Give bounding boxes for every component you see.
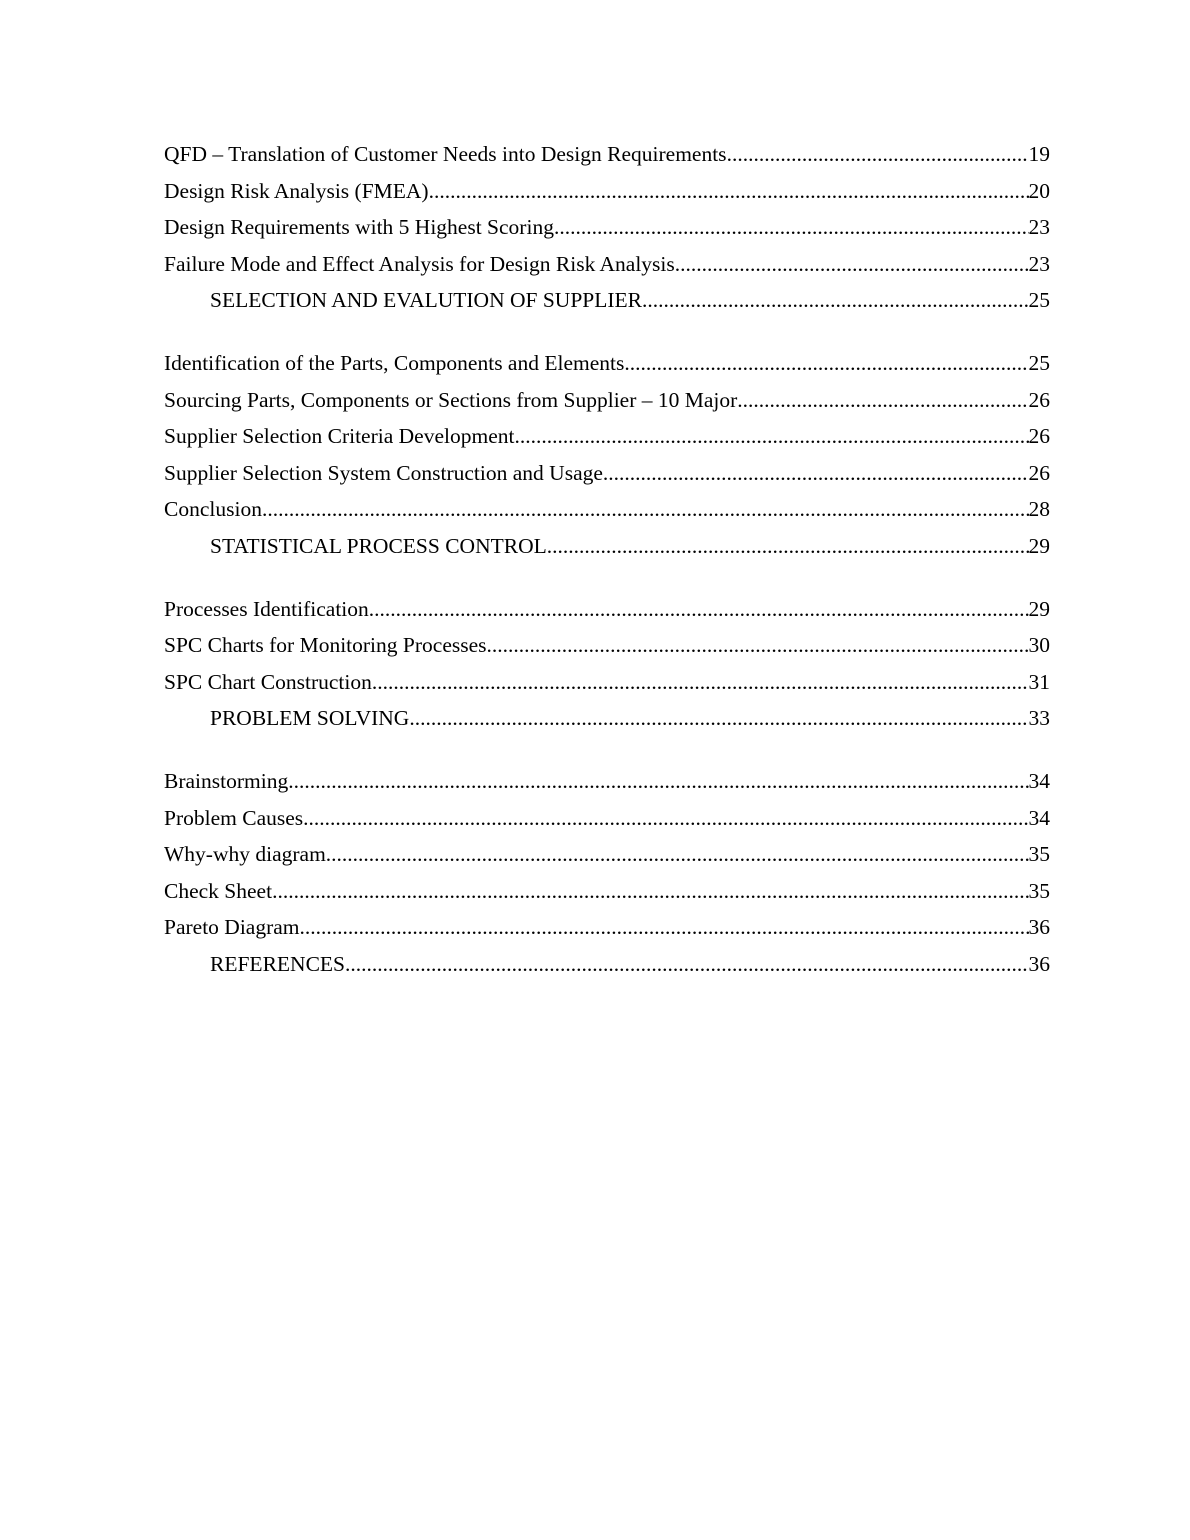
toc-entry-title: SELECTION AND EVALUTION OF SUPPLIER xyxy=(210,288,643,313)
table-of-contents xyxy=(164,136,1050,1008)
toc-entry-problem-causes[interactable] xyxy=(164,800,1050,837)
toc-page-number: 31 xyxy=(1028,669,1050,694)
toc-entry-problem-solving[interactable] xyxy=(164,700,1050,737)
toc-page-number: 35 xyxy=(1028,878,1050,903)
toc-entry-identification-parts[interactable] xyxy=(164,345,1050,382)
toc-dot-leader xyxy=(372,664,1029,701)
toc-entry-supplier-system[interactable] xyxy=(164,455,1050,492)
toc-entry-title: QFD – Translation of Customer Needs into Design Requirements xyxy=(164,142,727,166)
toc-page-number: 33 xyxy=(1028,706,1050,731)
toc-entry-title: Supplier Selection Criteria Development xyxy=(164,424,515,449)
toc-entry-title: REFERENCES xyxy=(210,951,345,976)
toc-dot-leader xyxy=(262,491,1029,528)
toc-entry-design-risk-analysis[interactable] xyxy=(164,173,1050,210)
toc-entry-why-why-diagram[interactable] xyxy=(164,836,1050,873)
toc-entry-design-requirements[interactable] xyxy=(164,209,1050,246)
toc-dot-leader xyxy=(429,173,1029,210)
toc-entry-title: PROBLEM SOLVING xyxy=(210,706,410,731)
toc-dot-leader xyxy=(727,136,1029,173)
toc-page-number: 20 xyxy=(1028,178,1050,203)
toc-dot-leader xyxy=(272,873,1028,910)
toc-dot-leader xyxy=(303,800,1028,837)
toc-dot-leader xyxy=(624,345,1028,382)
toc-entry-brainstorming[interactable] xyxy=(164,763,1050,800)
toc-page-number: 36 xyxy=(1028,915,1050,940)
toc-entry-spc-chart-construction[interactable] xyxy=(164,664,1050,701)
toc-entry-title: Problem Causes xyxy=(164,805,304,830)
toc-dot-leader xyxy=(737,382,1028,419)
toc-entry-statistical-process-control[interactable] xyxy=(164,528,1050,565)
toc-entry-title: Design Requirements with 5 Highest Scoring xyxy=(164,215,554,240)
toc-entry-fmea[interactable] xyxy=(164,246,1050,283)
toc-dot-leader xyxy=(642,282,1028,319)
toc-page-number: 29 xyxy=(1028,533,1050,558)
toc-page-number: 26 xyxy=(1028,460,1050,485)
toc-entry-title: Identification of the Parts, Components and Elements xyxy=(164,350,625,375)
toc-dot-leader xyxy=(487,627,1029,664)
toc-page-number: 35 xyxy=(1028,842,1050,867)
toc-entry-check-sheet[interactable] xyxy=(164,873,1050,910)
toc-page-number: 30 xyxy=(1028,633,1050,658)
toc-dot-leader xyxy=(547,528,1029,565)
toc-entry-sourcing-parts[interactable] xyxy=(164,382,1050,419)
toc-entry-pareto-diagram[interactable] xyxy=(164,909,1050,946)
toc-entry-title: STATISTICAL PROCESS CONTROL xyxy=(210,533,547,558)
toc-entry-title: Processes Identification xyxy=(164,596,369,621)
toc-page-number: 26 xyxy=(1028,424,1050,449)
toc-page-number: 23 xyxy=(1028,215,1050,240)
toc-entry-title: Check Sheet xyxy=(164,878,273,903)
toc-page-number: 34 xyxy=(1028,805,1050,830)
toc-page-number: 25 xyxy=(1028,350,1050,375)
toc-entry-references[interactable] xyxy=(164,946,1050,983)
toc-page-number: 34 xyxy=(1028,768,1050,793)
toc-dot-leader xyxy=(554,209,1029,246)
toc-page-number: 19 xyxy=(1028,142,1050,166)
toc-entry-title: Design Risk Analysis (FMEA) xyxy=(164,178,429,203)
toc-entry-title: Sourcing Parts, Components or Sections from Supplier – 10 Major xyxy=(164,387,738,412)
toc-entry-title: Failure Mode and Effect Analysis for Design Risk Analysis xyxy=(164,251,675,276)
toc-entry-conclusion[interactable] xyxy=(164,491,1050,528)
toc-dot-leader xyxy=(288,763,1028,800)
toc-entry-qfd[interactable] xyxy=(164,136,1050,173)
toc-dot-leader xyxy=(345,946,1029,983)
toc-entry-supplier-criteria[interactable] xyxy=(164,418,1050,455)
toc-page-number: 28 xyxy=(1028,497,1050,522)
toc-page-number: 23 xyxy=(1028,251,1050,276)
toc-entry-title: Why-why diagram xyxy=(164,842,326,867)
toc-page-number: 29 xyxy=(1028,596,1050,621)
toc-dot-leader xyxy=(675,246,1029,283)
toc-dot-leader xyxy=(300,909,1029,946)
toc-entry-spc-charts-monitoring[interactable] xyxy=(164,627,1050,664)
toc-dot-leader xyxy=(409,700,1028,737)
toc-page-number: 36 xyxy=(1028,951,1050,976)
toc-entry-title: SPC Chart Construction xyxy=(164,669,372,694)
toc-entry-title: Brainstorming xyxy=(164,768,289,793)
toc-dot-leader xyxy=(603,455,1029,492)
toc-dot-leader xyxy=(514,418,1028,455)
toc-entry-title: SPC Charts for Monitoring Processes xyxy=(164,633,487,658)
toc-dot-leader xyxy=(369,591,1029,628)
toc-entry-title: Supplier Selection System Construction and Usage xyxy=(164,460,603,485)
toc-entry-selection-evaluation-supplier[interactable] xyxy=(164,282,1050,319)
toc-page-number: 26 xyxy=(1028,387,1050,412)
toc-entry-title: Conclusion xyxy=(164,497,262,522)
toc-dot-leader xyxy=(326,836,1029,873)
toc-entry-processes-identification[interactable] xyxy=(164,591,1050,628)
toc-entry-title: Pareto Diagram xyxy=(164,915,300,940)
toc-page-number: 25 xyxy=(1028,288,1050,313)
